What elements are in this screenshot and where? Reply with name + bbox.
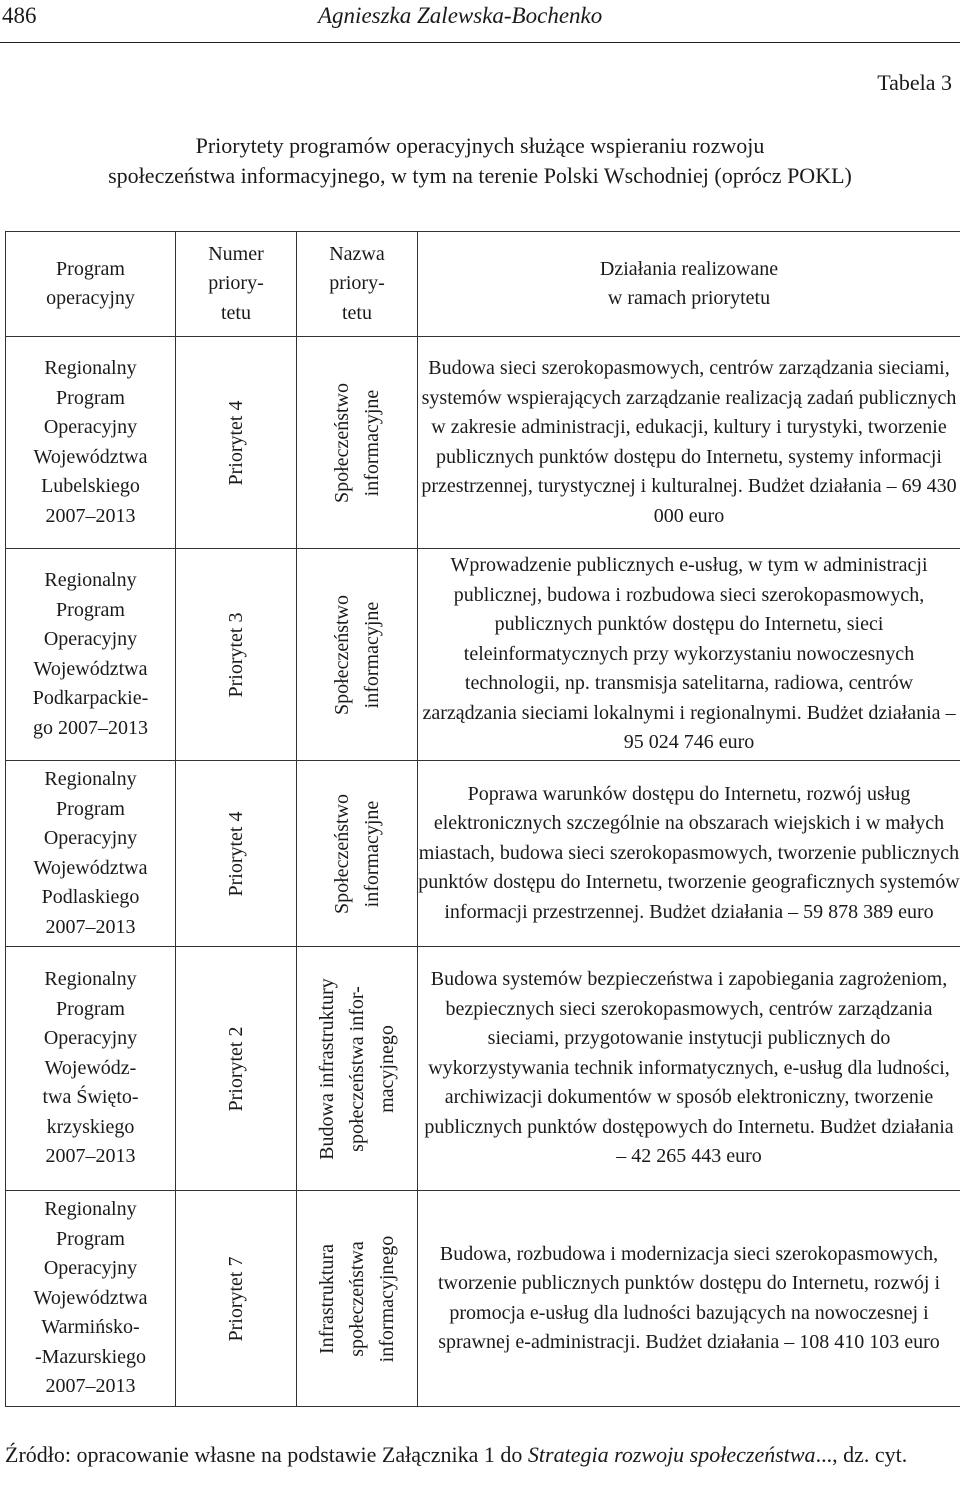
priority-number-cell (176, 761, 297, 947)
header-rule (0, 42, 960, 43)
header-name: Nazwa priory- tetu (297, 232, 418, 337)
priority-number-cell (176, 337, 297, 549)
table-number: Tabela 3 (877, 70, 952, 95)
source-suffix: ..., dz. cyt. (815, 1442, 908, 1467)
priority-number-cell (176, 1191, 297, 1407)
priority-number: Priorytet 3 (225, 612, 247, 697)
source-prefix: Źródło: opracowanie własne na podstawie Załącznika 1 do (5, 1442, 528, 1467)
page-header (0, 0, 960, 40)
priority-name: Budowa infrastruktury społeczeństwa infor- macyjnego (316, 977, 398, 1160)
priority-number: Priorytet 7 (225, 1256, 247, 1341)
table-row (6, 947, 960, 1191)
priority-name: Infrastruktura społeczeństwa informacyjnego (316, 1235, 398, 1362)
table-row (6, 549, 960, 761)
header-number: Numer priory- tetu (176, 232, 297, 337)
running-head: Agnieszka Zalewska-Bochenko (318, 3, 603, 28)
table-row (6, 337, 960, 549)
priority-number-cell (176, 947, 297, 1191)
source-note (5, 1440, 955, 1470)
table-row (6, 1191, 960, 1407)
priority-name: Społeczeństwo informacyjne (331, 382, 383, 503)
priority-name: Społeczeństwo informacyjne (331, 793, 383, 914)
source-title: Strategia rozwoju społeczeństwa (527, 1442, 816, 1467)
priority-number: Priorytet 4 (225, 400, 247, 485)
program-cell: Regionalny Program Operacyjny Województwa Podlaskiego 2007–2013 (6, 761, 176, 947)
table-title (0, 131, 960, 191)
priority-name-cell (297, 337, 418, 549)
priority-name-cell (297, 1191, 418, 1407)
priority-name-cell (297, 761, 418, 947)
program-cell: Regionalny Program Operacyjny Województwa Lubelskiego 2007–2013 (6, 337, 176, 549)
header-actions: Działania realizowane w ramach priorytetu (418, 232, 960, 337)
priority-name-cell (297, 947, 418, 1191)
table-row (6, 761, 960, 947)
program-cell: Regionalny Program Operacyjny Województwa Warmińsko- -Mazurskiego 2007–2013 (6, 1191, 176, 1407)
priority-number: Priorytet 4 (225, 811, 247, 896)
priority-number-cell (176, 549, 297, 761)
program-cell: Regionalny Program Operacyjny Wojewódz- twa Święto- krzyskiego 2007–2013 (6, 947, 176, 1191)
actions-cell: Budowa systemów bezpieczeństwa i zapobiegania zagrożeniom, bezpiecznych sieci szerokopasmowych, centrów zarządzania sieciami, przygotowanie instytucji publicznych do wykorzystywania technik informatycznych, e-usług dla ludności, archiwizacji dokumentów w sposób elektroniczny, tworzenie publicznych punktów dostępowych do Internetu. Budżet działania – 42 265 443 euro (418, 947, 960, 1191)
table-header-row (6, 232, 960, 337)
priority-name: Społeczeństwo informacyjne (331, 594, 383, 715)
page-number: 486 (2, 3, 37, 28)
priorities-table (5, 231, 960, 1407)
actions-cell: Budowa, rozbudowa i modernizacja sieci szerokopasmowych, tworzenie publicznych punktów dostępu do Internetu, rozwój i promocja e-usług dla ludności bazujących na nowoczesnej i sprawnej e-administracji. Budżet działania – 108 410 103 euro (418, 1191, 960, 1407)
actions-cell: Wprowadzenie publicznych e-usług, w tym w administracji publicznej, budowa i rozbudowa sieci szerokopasmowych, publicznych punktów dostępu do Internetu, sieci teleinformatycznych przy wykorzystaniu nowoczesnych technologii, np. transmisja satelitarna, radiowa, centrów zarządzania sieciami lokalnymi i regionalnymi. Budżet działania – 95 024 746 euro (418, 549, 960, 761)
actions-cell: Poprawa warunków dostępu do Internetu, rozwój usług elektronicznych szczególnie na obszarach wiejskich i w małych miastach, budowa sieci szerokopasmowych, tworzenie publicznych punktów dostępu do Internetu, tworzenie geograficznych systemów informacji przestrzennej. Budżet działania – 59 878 389 euro (418, 761, 960, 947)
program-cell: Regionalny Program Operacyjny Województwa Podkarpackie- go 2007–2013 (6, 549, 176, 761)
actions-cell: Budowa sieci szerokopasmowych, centrów zarządzania sieciami, systemów wspierających zarządzanie realizacją zadań publicznych w zakresie administracji, edukacji, kultury i turystyki, tworzenie publicznych punktów dostępu do Internetu, systemy informacji przestrzennej, turystycznej i kulturalnej. Budżet działania – 69 430 000 euro (418, 337, 960, 549)
table-title-line-1: Priorytety programów operacyjnych służące wspieraniu rozwoju (195, 133, 765, 158)
priority-name-cell (297, 549, 418, 761)
priority-number: Priorytet 2 (225, 1026, 247, 1111)
header-program: Program operacyjny (6, 232, 176, 337)
table-title-line-2: społeczeństwa informacyjnego, w tym na terenie Polski Wschodniej (oprócz POKL) (108, 163, 852, 188)
